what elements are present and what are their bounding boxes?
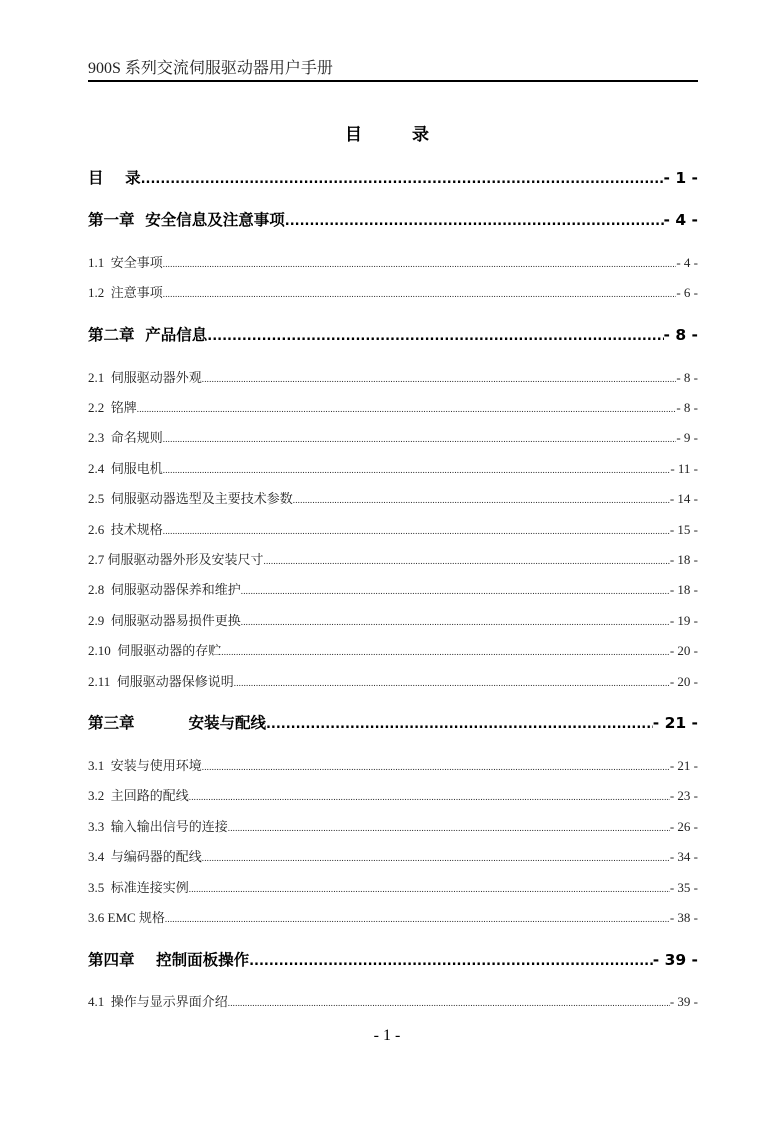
toc-leader [241, 586, 670, 596]
toc-entry[interactable] [88, 579, 698, 598]
toc-entry-page: - 1 - [663, 169, 698, 187]
toc-entry-label: 2.5 伺服驱动器选型及主要技术参数 [88, 491, 293, 506]
toc-leader [163, 526, 670, 536]
toc-entry-page: - 8 - [663, 326, 698, 344]
toc-entry[interactable] [88, 208, 698, 230]
toc-entry-page: - 20 - [669, 643, 698, 658]
toc-leader [163, 434, 677, 444]
page-number: - 1 - [373, 1027, 401, 1044]
toc-entry-label: 2.1 伺服驱动器外观 [88, 370, 202, 385]
toc-entry[interactable] [88, 755, 698, 774]
toc-entry-page: - 15 - [669, 522, 698, 537]
toc-entry-label: 2.8 伺服驱动器保养和维护 [88, 582, 241, 597]
toc-entry-label: 2.3 命名规则 [88, 430, 163, 445]
toc-entry-page: - 8 - [676, 400, 698, 415]
toc-entry-page: - 38 - [669, 910, 698, 925]
toc-leader [189, 884, 670, 894]
toc-entry[interactable] [88, 846, 698, 865]
toc-entry[interactable] [88, 991, 698, 1010]
toc-leader [141, 172, 664, 187]
toc-leader [228, 823, 670, 833]
toc-entry-label: 2.9 伺服驱动器易损件更换 [88, 613, 241, 628]
toc-leader [165, 914, 670, 924]
toc-entry-label: 2.6 技术规格 [88, 522, 163, 537]
toc-entry[interactable] [88, 610, 698, 629]
toc-entry[interactable] [88, 519, 698, 538]
toc-entry-label: 2.2 铭牌 [88, 400, 137, 415]
toc-entry-label: 2.11 伺服驱动器保修说明 [88, 674, 234, 689]
toc-entry-page: - 21 - [652, 714, 698, 732]
toc-leader [234, 678, 670, 688]
toc-entry-label: 2.10 伺服驱动器的存贮 [88, 643, 222, 658]
toc-entry-label: 4.1 操作与显示界面介绍 [88, 994, 228, 1009]
toc-leader [163, 289, 677, 299]
toc-entry[interactable] [88, 816, 698, 835]
toc-entry-page: - 39 - [669, 994, 698, 1009]
toc-entry-label: 目 录 [88, 169, 141, 187]
toc-leader [228, 998, 670, 1008]
toc-entry-label: 3.3 输入输出信号的连接 [88, 819, 228, 834]
toc-leader [285, 214, 664, 229]
toc-entry-label: 第一章 安全信息及注意事项 [88, 211, 285, 229]
toc-entry-page: - 35 - [669, 880, 698, 895]
toc-entry[interactable] [88, 785, 698, 804]
toc-entry-label: 2.4 伺服电机 [88, 461, 163, 476]
toc-entry[interactable] [88, 282, 698, 301]
toc-entry-label: 第四章 控制面板操作 [88, 951, 250, 969]
toc-entry-label: 1.1 安全事项 [88, 255, 163, 270]
header-title: 900S 系列交流伺服驱动器用户手册 [88, 60, 333, 77]
toc-entry-page: - 11 - [670, 461, 698, 476]
toc-entry-label: 1.2 注意事项 [88, 285, 163, 300]
toc-entry-label: 3.4 与编码器的配线 [88, 849, 202, 864]
toc-entry[interactable] [88, 948, 698, 970]
toc-entry[interactable] [88, 252, 698, 271]
toc-entry-label: 3.6 EMC 规格 [88, 910, 165, 925]
toc-entry[interactable] [88, 671, 698, 690]
toc-entry-label: 第二章 产品信息 [88, 326, 208, 344]
toc-leader [249, 954, 653, 969]
toc-leader [207, 329, 663, 344]
toc-entry-page: - 26 - [669, 819, 698, 834]
toc-entry-page: - 18 - [669, 552, 698, 567]
toc-entry-label: 3.2 主回路的配线 [88, 788, 189, 803]
toc-entry[interactable] [88, 323, 698, 345]
toc-entry-label: 3.1 安装与使用环境 [88, 758, 202, 773]
toc-entry[interactable] [88, 907, 698, 926]
toc-entry-page: - 14 - [669, 491, 698, 506]
toc-entry-page: - 18 - [669, 582, 698, 597]
toc-entry-page: - 23 - [669, 788, 698, 803]
toc-entry-page: - 4 - [676, 255, 698, 270]
toc-leader [293, 495, 670, 505]
toc-entry[interactable] [88, 166, 698, 188]
toc-entry[interactable] [88, 427, 698, 446]
toc-entry[interactable] [88, 640, 698, 659]
toc-entry-label: 第三章 安装与配线 [88, 714, 266, 732]
toc-entry-page: - 34 - [669, 849, 698, 864]
toc-entry[interactable] [88, 877, 698, 896]
toc-heading: 目 录 [345, 125, 451, 145]
toc-leader [202, 853, 670, 863]
toc-leader [189, 792, 670, 802]
toc-entry[interactable] [88, 488, 698, 507]
toc-entry-page: - 39 - [652, 951, 698, 969]
toc-entry[interactable] [88, 397, 698, 416]
toc-entry[interactable] [88, 711, 698, 733]
toc-entry-page: - 21 - [669, 758, 698, 773]
toc-leader [221, 647, 670, 657]
toc-entry[interactable] [88, 458, 698, 477]
toc-entry-page: - 19 - [669, 613, 698, 628]
toc-entry[interactable] [88, 367, 698, 386]
toc-leader [163, 259, 677, 269]
toc-leader [202, 762, 670, 772]
toc-entry-label: 2.7 伺服驱动器外形及安装尺寸 [88, 552, 264, 567]
toc-entry-page: - 9 - [676, 430, 698, 445]
toc-entry-label: 3.5 标准连接实例 [88, 880, 189, 895]
toc-entry-page: - 8 - [676, 370, 698, 385]
toc-leader [264, 556, 670, 566]
toc-leader [202, 374, 677, 384]
toc-entry[interactable] [88, 549, 698, 568]
toc-leader [241, 617, 670, 627]
toc-entry-page: - 20 - [669, 674, 698, 689]
toc-entry-page: - 6 - [676, 285, 698, 300]
toc-entry-page: - 4 - [663, 211, 698, 229]
toc-leader [137, 404, 677, 414]
toc-leader [266, 717, 653, 732]
toc-leader [163, 465, 671, 475]
